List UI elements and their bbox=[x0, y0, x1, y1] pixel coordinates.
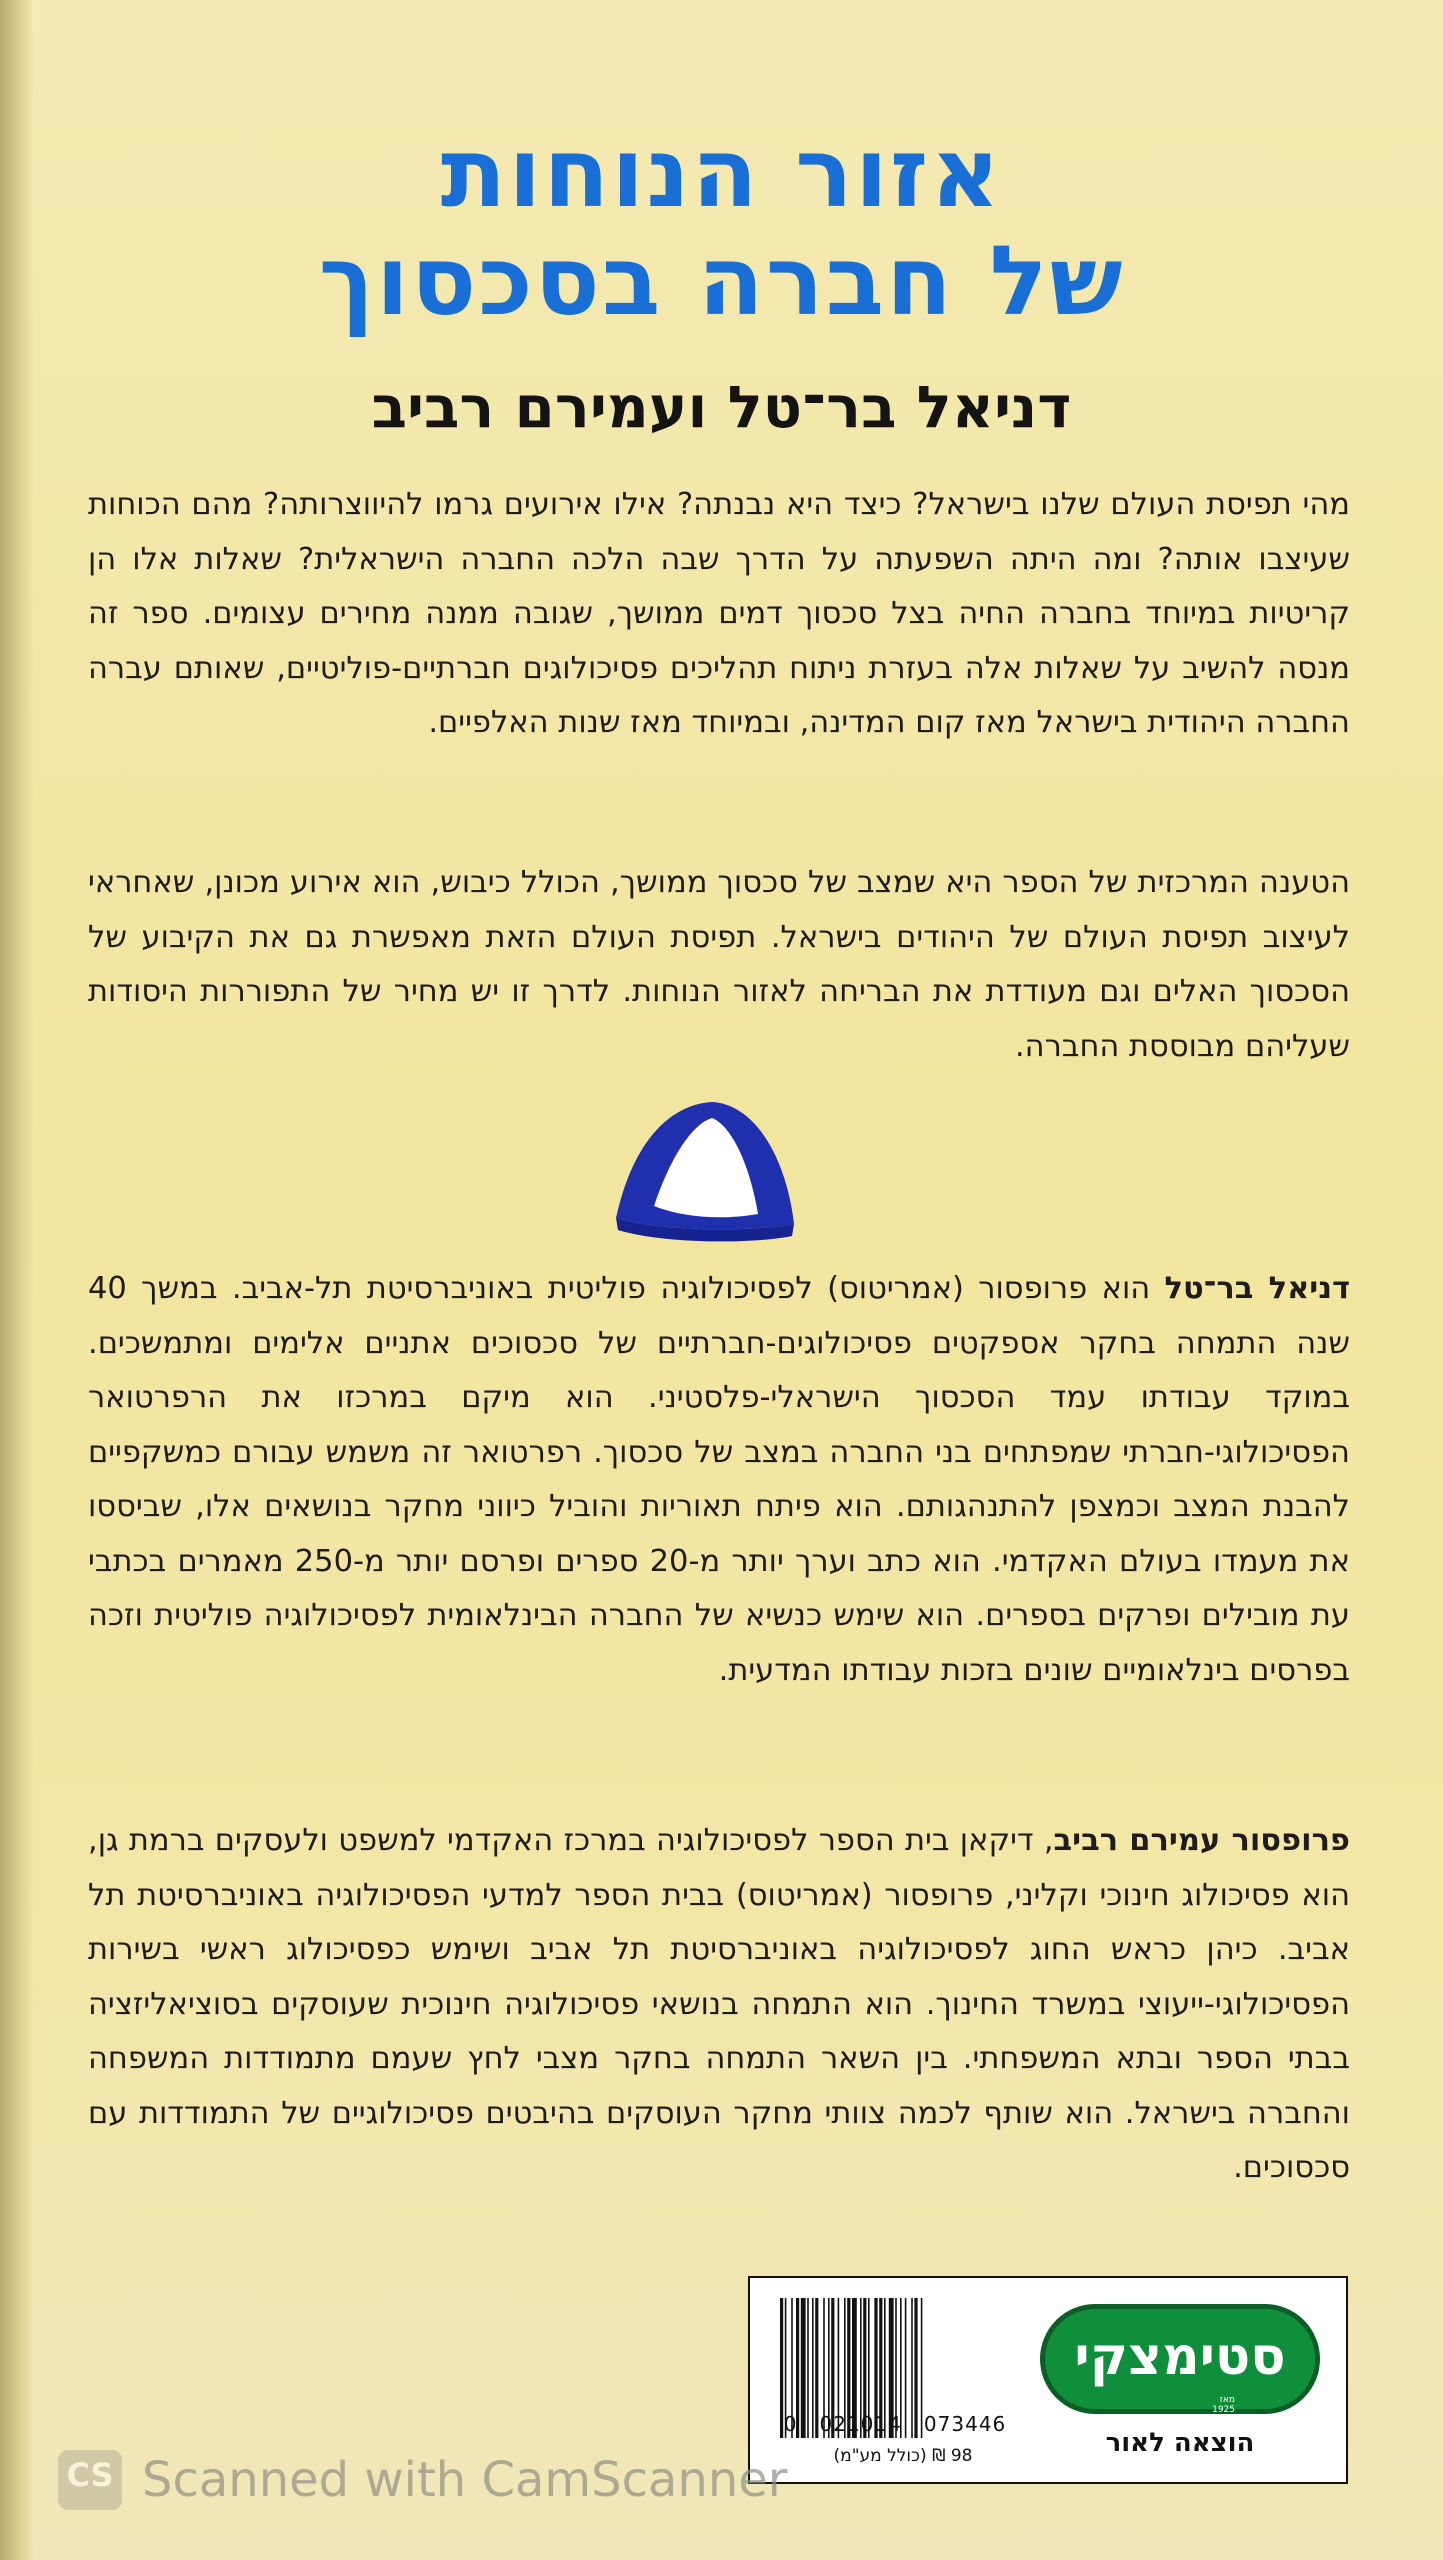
author-bio-bar-tal bbox=[88, 1262, 1350, 1698]
book-title-line-1: אזור הנוחות bbox=[440, 117, 1003, 229]
camscanner-watermark bbox=[58, 2446, 818, 2516]
author-bio-text-bar-tal: הוא פרופסור (אמריטוס) לפסיכולוגיה פוליטית באוניברסיטת תל-אביב. במשך 40 שנה התמחה בחקר אספקטים פסיכולוגים-חברתיים של סכסוכים אתניים אלימים ומתמשכים. במוקד עבודתו עמד הסכסוך הישראלי-פלסטיני. הוא מיקם במרכזו את הרפרטואר הפסיכולוגי-חברתי שמפתחים בני החברה במצב של סכסוך. רפרטואר זה משמש עבורם כמשקפיים להבנת המצב וכמצפן להתנהגותם. הוא פיתח תאוריות והוביל כיווני מחקר בנושאים אלו, שביססו את מעמדו בעולם האקדמי. הוא כתב וערך יותר מ-20 ספרים ופרסם יותר מ-250 מאמרים בכתבי עת מובילים ופרקים בספרים. הוא שימש כנשיא של החברה הבינלאומית לפסיכולוגיה פוליטית וזכה בפרסים בינלאומיים שונים בזכות עבודתו המדעית. bbox=[88, 1271, 1350, 1688]
book-authors: דניאל בר־טל ועמירם רביב bbox=[371, 373, 1072, 441]
price-label: 98 ₪ (כולל מע"מ) bbox=[833, 2446, 973, 2466]
book-title-line-2: של חברה בסכסוך bbox=[318, 225, 1125, 337]
steimatzky-logo bbox=[1040, 2304, 1320, 2414]
barcode-number: 0 021014 073446 bbox=[783, 2412, 1007, 2436]
blurb-paragraph-1: מהי תפיסת העולם שלנו בישראל? כיצד היא נבנתה? אילו אירועים גרמו להיווצרותה? מהם הכוחות שעיצבו אותה? ומה היתה השפעתה על הדרך שבה הלכה החברה הישראלית? שאלות אלו הן קריטיות במיוחד בחברה החיה בצל סכסוך דמים ממושך, שגובה ממנה מחירים עצומים. ספר זה מנסה להשיב על שאלות אלה בעזרת ניתוח תהליכים פסיכולוגים חברתיים-פוליטיים, שאותם עברה החברה היהודית בישראל מאז קום המדינה, ובמיוחד מאז שנות האלפיים. bbox=[88, 487, 1350, 740]
logo-text: סטימצקי bbox=[1074, 2327, 1286, 2387]
blurb-paragraph-2: הטענה המרכזית של הספר היא שמצב של סכסוך ממושך, הכולל כיבוש, הוא אירוע מכונן, שאחראי לעיצוב תפיסת העולם של היהודים בישראל. תפיסת העולם הזאת מאפשרת גם את הקיבוע של הסכסוך האלים וגם מעודדת את הבריחה לאזור הנוחות. לדרך זו יש מחיר של התפוררות היסודות שעליהם מבוססת החברה. bbox=[88, 865, 1350, 1064]
publisher-label: הוצאה לאור bbox=[1105, 2428, 1255, 2458]
author-bio-raviv bbox=[88, 1814, 1350, 2196]
logo-since: מאז 1925 bbox=[1212, 2395, 1235, 2415]
author-name-bar-tal: דניאל בר־טל bbox=[1164, 1271, 1351, 1306]
kippah-icon bbox=[604, 1096, 804, 1246]
author-name-raviv: פרופסור עמירם רביב bbox=[1053, 1823, 1350, 1858]
camscanner-watermark-text: Scanned with CamScanner bbox=[142, 2452, 788, 2508]
camscanner-badge-text: CS bbox=[66, 2456, 114, 2494]
author-bio-text-raviv: , דיקאן בית הספר לפסיכולוגיה במרכז האקדמי למשפט ולעסקים ברמת גן, הוא פסיכולוג חינוכי וקליני, פרופסור (אמריטוס) בבית הספר למדעי הפסיכולוגיה באוניברסיטת תל אביב. כיהן כראש החוג לפסיכולוגיה באוניברסיטת תל אביב ושימש כפסיכולוג ראשי בשירות הפסיכולוגי-ייעוצי במשרד החינוך. הוא התמחה בנושאי פסיכולוגיה חינוכית שעוסקים בסוציאליזציה בבתי הספר ובתא המשפחתי. בין השאר התמחה בחקר מצבי לחץ שעמם מתמודדות המשפחה והחברה בישראל. הוא שותף לכמה צוותי מחקר העוסקים בהיבטים פסיכולוגיים של התמודדות עם סכסוכים. bbox=[88, 1823, 1350, 2185]
